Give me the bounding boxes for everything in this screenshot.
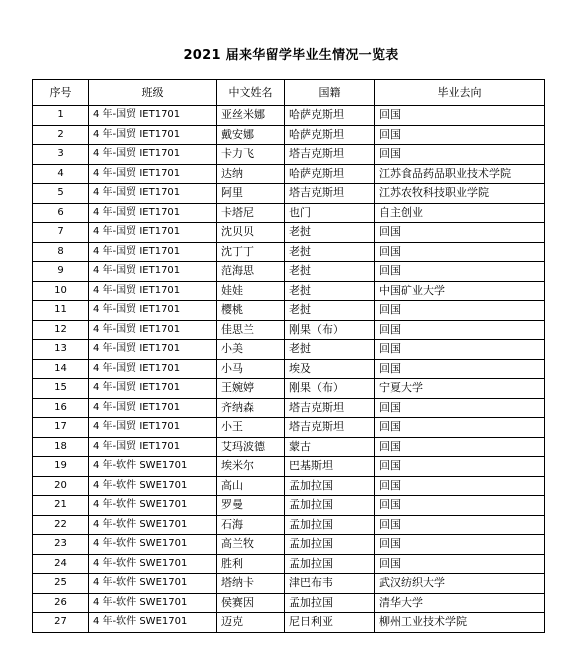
cell-class: 4 年-国贸 IET1701 — [89, 203, 217, 223]
cell-chinese-name: 卡力飞 — [217, 145, 285, 165]
cell-nationality: 哈萨克斯坦 — [285, 106, 375, 126]
table-row — [33, 613, 545, 633]
table-row — [33, 496, 545, 516]
cell-class: 4 年-国贸 IET1701 — [89, 164, 217, 184]
table-row — [33, 515, 545, 535]
cell-destination: 武汉纺织大学 — [375, 574, 545, 594]
cell-nationality: 塔吉克斯坦 — [285, 398, 375, 418]
cell-class: 4 年-国贸 IET1701 — [89, 184, 217, 204]
header-row — [33, 80, 545, 106]
cell-chinese-name: 卡塔尼 — [217, 203, 285, 223]
cell-class: 4 年-国贸 IET1701 — [89, 320, 217, 340]
cell-chinese-name: 佳思兰 — [217, 320, 285, 340]
cell-nationality: 津巴布韦 — [285, 574, 375, 594]
cell-class: 4 年-国贸 IET1701 — [89, 262, 217, 282]
cell-destination: 回国 — [375, 125, 545, 145]
cell-class: 4 年-软件 SWE1701 — [89, 535, 217, 555]
cell-class: 4 年-国贸 IET1701 — [89, 242, 217, 262]
cell-class: 4 年-软件 SWE1701 — [89, 574, 217, 594]
cell-seq: 27 — [33, 613, 89, 633]
cell-chinese-name: 小美 — [217, 340, 285, 360]
cell-seq: 11 — [33, 301, 89, 321]
cell-class: 4 年-国贸 IET1701 — [89, 437, 217, 457]
cell-nationality: 塔吉克斯坦 — [285, 184, 375, 204]
table-row — [33, 320, 545, 340]
cell-nationality: 埃及 — [285, 359, 375, 379]
cell-destination: 回国 — [375, 476, 545, 496]
cell-chinese-name: 高兰牧 — [217, 535, 285, 555]
table-row — [33, 437, 545, 457]
table-row — [33, 476, 545, 496]
cell-class: 4 年-国贸 IET1701 — [89, 379, 217, 399]
cell-nationality: 刚果（布） — [285, 320, 375, 340]
table-row — [33, 184, 545, 204]
table-row — [33, 145, 545, 165]
cell-chinese-name: 范海思 — [217, 262, 285, 282]
cell-destination: 回国 — [375, 457, 545, 477]
cell-seq: 16 — [33, 398, 89, 418]
cell-class: 4 年-软件 SWE1701 — [89, 496, 217, 516]
cell-chinese-name: 亚丝米娜 — [217, 106, 285, 126]
table-row — [33, 125, 545, 145]
header-destination: 毕业去向 — [375, 80, 545, 106]
cell-destination: 宁夏大学 — [375, 379, 545, 399]
header-nationality: 国籍 — [285, 80, 375, 106]
cell-seq: 2 — [33, 125, 89, 145]
cell-nationality: 老挝 — [285, 340, 375, 360]
header-class: 班级 — [89, 80, 217, 106]
cell-chinese-name: 达纳 — [217, 164, 285, 184]
table-row — [33, 262, 545, 282]
cell-destination: 柳州工业技术学院 — [375, 613, 545, 633]
cell-seq: 15 — [33, 379, 89, 399]
cell-nationality: 塔吉克斯坦 — [285, 145, 375, 165]
cell-nationality: 蒙古 — [285, 437, 375, 457]
cell-destination: 回国 — [375, 437, 545, 457]
graduates-table — [32, 79, 545, 633]
cell-destination: 回国 — [375, 535, 545, 555]
cell-nationality: 孟加拉国 — [285, 554, 375, 574]
table-row — [33, 164, 545, 184]
cell-destination: 回国 — [375, 554, 545, 574]
cell-nationality: 尼日利亚 — [285, 613, 375, 633]
cell-destination: 回国 — [375, 359, 545, 379]
cell-destination: 回国 — [375, 262, 545, 282]
cell-destination: 回国 — [375, 340, 545, 360]
cell-destination: 自主创业 — [375, 203, 545, 223]
cell-seq: 9 — [33, 262, 89, 282]
cell-seq: 13 — [33, 340, 89, 360]
cell-class: 4 年-软件 SWE1701 — [89, 457, 217, 477]
cell-chinese-name: 小马 — [217, 359, 285, 379]
cell-chinese-name: 娃娃 — [217, 281, 285, 301]
cell-chinese-name: 戴安娜 — [217, 125, 285, 145]
page-title: 2021 届来华留学毕业生情况一览表 — [183, 48, 399, 63]
cell-seq: 18 — [33, 437, 89, 457]
cell-class: 4 年-软件 SWE1701 — [89, 476, 217, 496]
cell-class: 4 年-国贸 IET1701 — [89, 398, 217, 418]
cell-seq: 22 — [33, 515, 89, 535]
table-row — [33, 340, 545, 360]
cell-class: 4 年-国贸 IET1701 — [89, 145, 217, 165]
cell-nationality: 孟加拉国 — [285, 593, 375, 613]
cell-nationality: 老挝 — [285, 223, 375, 243]
cell-seq: 5 — [33, 184, 89, 204]
cell-chinese-name: 埃米尔 — [217, 457, 285, 477]
cell-chinese-name: 沈丁丁 — [217, 242, 285, 262]
table-row — [33, 418, 545, 438]
cell-nationality: 哈萨克斯坦 — [285, 164, 375, 184]
table-row — [33, 223, 545, 243]
cell-destination: 回国 — [375, 223, 545, 243]
cell-seq: 6 — [33, 203, 89, 223]
cell-destination: 江苏农牧科技职业学院 — [375, 184, 545, 204]
cell-destination: 回国 — [375, 496, 545, 516]
cell-nationality: 老挝 — [285, 301, 375, 321]
cell-chinese-name: 侯赛因 — [217, 593, 285, 613]
cell-nationality: 孟加拉国 — [285, 515, 375, 535]
cell-class: 4 年-软件 SWE1701 — [89, 613, 217, 633]
cell-seq: 25 — [33, 574, 89, 594]
cell-chinese-name: 胜利 — [217, 554, 285, 574]
cell-seq: 17 — [33, 418, 89, 438]
cell-nationality: 塔吉克斯坦 — [285, 418, 375, 438]
cell-nationality: 孟加拉国 — [285, 476, 375, 496]
cell-destination: 回国 — [375, 301, 545, 321]
cell-nationality: 哈萨克斯坦 — [285, 125, 375, 145]
cell-class: 4 年-软件 SWE1701 — [89, 515, 217, 535]
table-row — [33, 398, 545, 418]
header-seq: 序号 — [33, 80, 89, 106]
cell-chinese-name: 高山 — [217, 476, 285, 496]
cell-seq: 1 — [33, 106, 89, 126]
cell-chinese-name: 小王 — [217, 418, 285, 438]
cell-chinese-name: 罗曼 — [217, 496, 285, 516]
cell-seq: 3 — [33, 145, 89, 165]
cell-destination: 江苏食品药品职业技术学院 — [375, 164, 545, 184]
cell-destination: 回国 — [375, 106, 545, 126]
table-row — [33, 457, 545, 477]
cell-nationality: 老挝 — [285, 281, 375, 301]
table-row — [33, 301, 545, 321]
table-row — [33, 554, 545, 574]
table-row — [33, 242, 545, 262]
cell-seq: 21 — [33, 496, 89, 516]
cell-class: 4 年-软件 SWE1701 — [89, 554, 217, 574]
cell-class: 4 年-国贸 IET1701 — [89, 223, 217, 243]
table-row — [33, 593, 545, 613]
table-row — [33, 535, 545, 555]
cell-destination: 清华大学 — [375, 593, 545, 613]
cell-nationality: 老挝 — [285, 242, 375, 262]
cell-chinese-name: 阿里 — [217, 184, 285, 204]
table-row — [33, 379, 545, 399]
cell-class: 4 年-国贸 IET1701 — [89, 106, 217, 126]
cell-destination: 回国 — [375, 398, 545, 418]
cell-nationality: 老挝 — [285, 262, 375, 282]
cell-seq: 10 — [33, 281, 89, 301]
cell-chinese-name: 迈克 — [217, 613, 285, 633]
cell-chinese-name: 石海 — [217, 515, 285, 535]
table-row — [33, 359, 545, 379]
cell-seq: 8 — [33, 242, 89, 262]
cell-chinese-name: 沈贝贝 — [217, 223, 285, 243]
table-row — [33, 574, 545, 594]
cell-chinese-name: 王婉婷 — [217, 379, 285, 399]
cell-seq: 4 — [33, 164, 89, 184]
cell-seq: 12 — [33, 320, 89, 340]
cell-destination: 中国矿业大学 — [375, 281, 545, 301]
cell-destination: 回国 — [375, 145, 545, 165]
table-row — [33, 281, 545, 301]
cell-chinese-name: 齐纳森 — [217, 398, 285, 418]
cell-destination: 回国 — [375, 320, 545, 340]
cell-destination: 回国 — [375, 418, 545, 438]
cell-class: 4 年-国贸 IET1701 — [89, 125, 217, 145]
cell-nationality: 巴基斯坦 — [285, 457, 375, 477]
cell-chinese-name: 塔纳卡 — [217, 574, 285, 594]
cell-seq: 19 — [33, 457, 89, 477]
table-row — [33, 203, 545, 223]
cell-chinese-name: 樱桃 — [217, 301, 285, 321]
cell-nationality: 刚果（布） — [285, 379, 375, 399]
cell-chinese-name: 艾玛波德 — [217, 437, 285, 457]
cell-nationality: 孟加拉国 — [285, 496, 375, 516]
cell-class: 4 年-国贸 IET1701 — [89, 418, 217, 438]
cell-destination: 回国 — [375, 242, 545, 262]
cell-seq: 26 — [33, 593, 89, 613]
table-row — [33, 106, 545, 126]
cell-class: 4 年-国贸 IET1701 — [89, 340, 217, 360]
cell-destination: 回国 — [375, 515, 545, 535]
cell-seq: 7 — [33, 223, 89, 243]
cell-seq: 24 — [33, 554, 89, 574]
cell-seq: 14 — [33, 359, 89, 379]
cell-nationality: 也门 — [285, 203, 375, 223]
cell-seq: 20 — [33, 476, 89, 496]
cell-seq: 23 — [33, 535, 89, 555]
cell-class: 4 年-国贸 IET1701 — [89, 359, 217, 379]
cell-class: 4 年-软件 SWE1701 — [89, 593, 217, 613]
cell-nationality: 孟加拉国 — [285, 535, 375, 555]
header-chinese-name: 中文姓名 — [217, 80, 285, 106]
cell-class: 4 年-国贸 IET1701 — [89, 301, 217, 321]
cell-class: 4 年-国贸 IET1701 — [89, 281, 217, 301]
